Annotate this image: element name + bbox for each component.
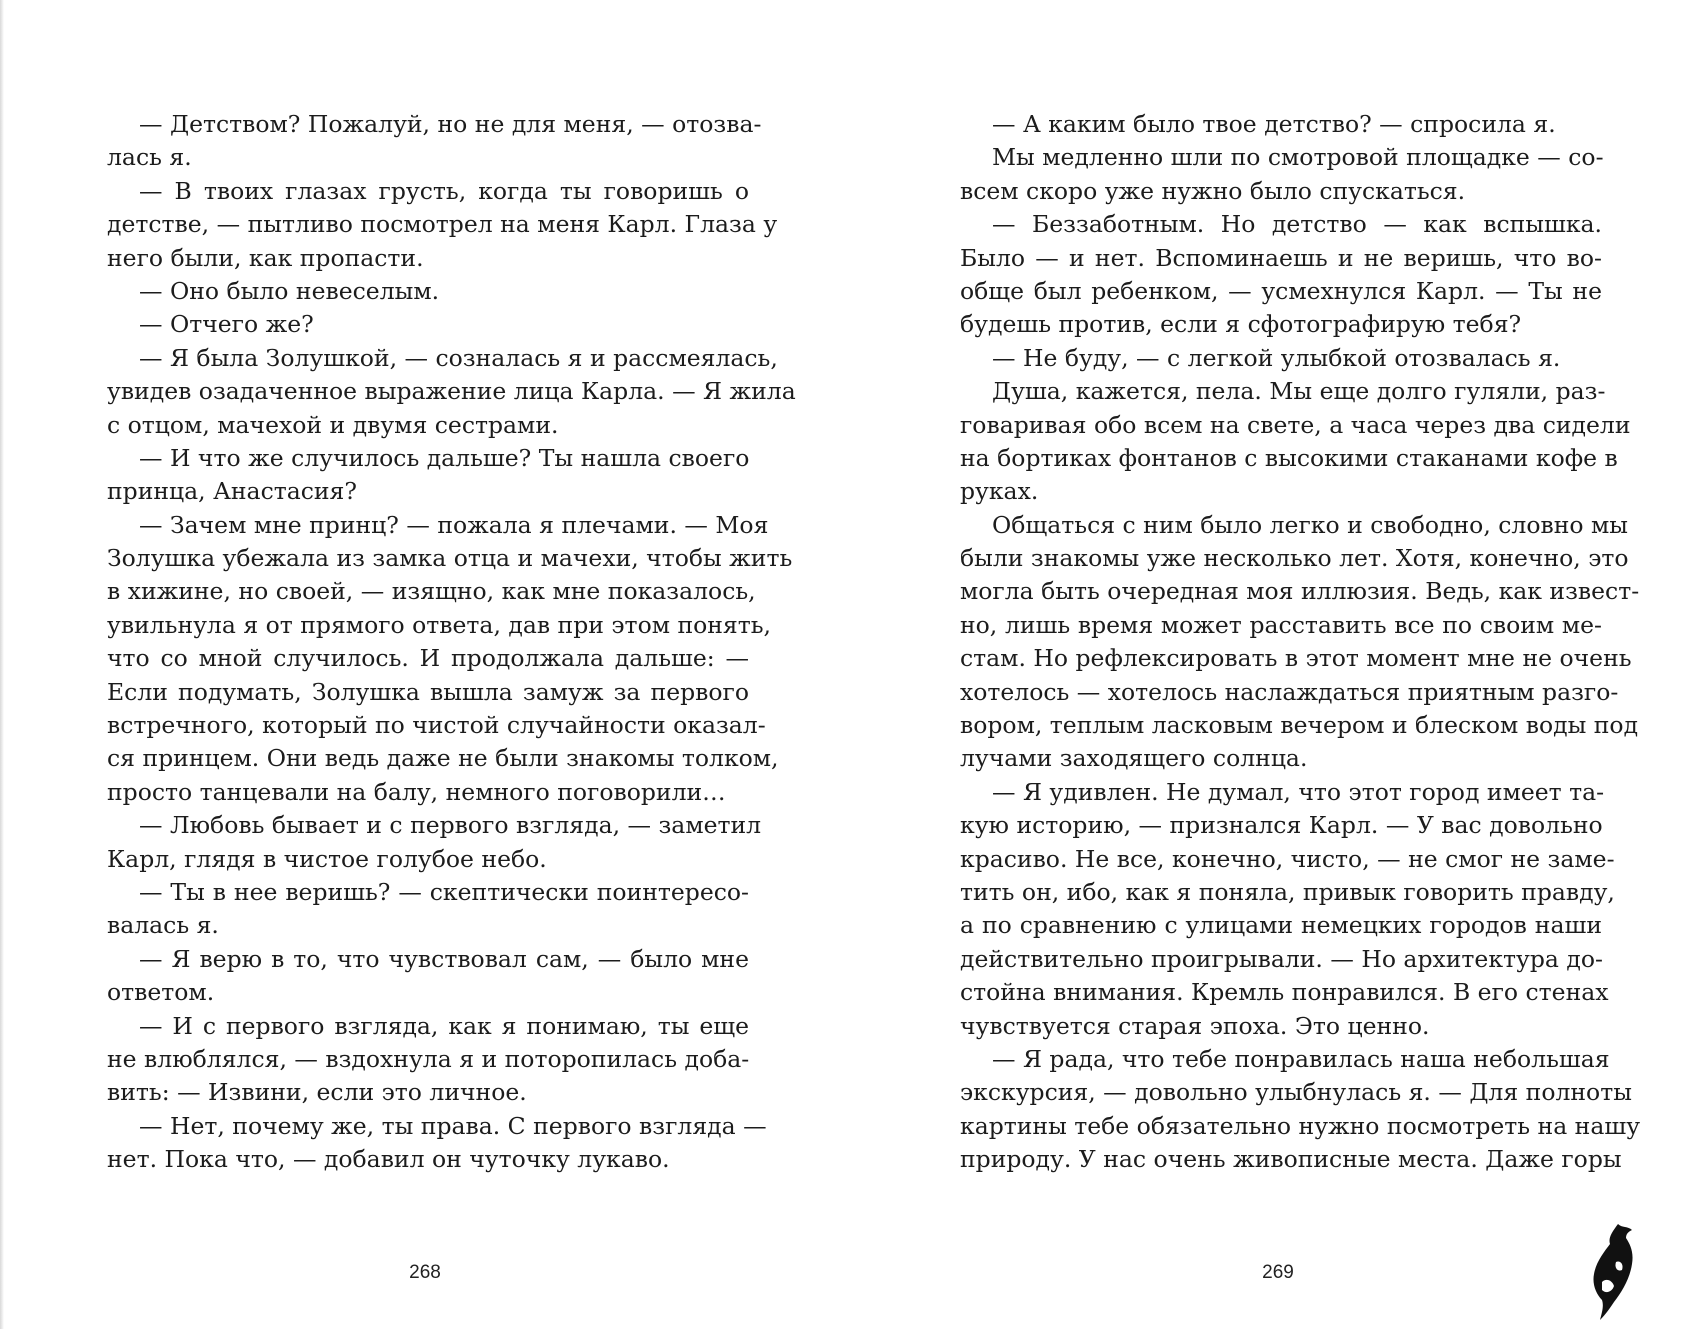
- text-line: Было — и нет. Вспоминаешь и не веришь, что во-: [960, 243, 1602, 272]
- text-line: Золушка убежала из замка отца и мачехи, чтобы жить: [107, 544, 793, 573]
- text-line: — Беззаботным. Но детство — как вспышка.: [992, 210, 1602, 239]
- text-line: экскурсия, — довольно улыбнулась я. — Для полноты: [960, 1078, 1632, 1107]
- left-page: [107, 108, 796, 1177]
- text-line: — Ты в нее веришь? — скептически поинтересо-: [139, 877, 749, 906]
- text-line: могла быть очередная моя иллюзия. Ведь, как извест-: [960, 577, 1640, 606]
- text-line: — Я верю в то, что чувствовал сам, — было мне: [139, 944, 749, 973]
- left-page-number: 268: [409, 1262, 441, 1283]
- text-line: ответом.: [107, 978, 215, 1007]
- text-line: ся принцем. Они ведь даже не были знакомы толком,: [107, 744, 779, 773]
- text-line: всем скоро уже нужно было спускаться.: [960, 176, 1466, 205]
- text-line: стам. Но рефлексировать в этот момент мне не очень: [960, 644, 1632, 673]
- text-line: лучами заходящего солнца.: [960, 744, 1308, 773]
- right-page-number: 269: [1262, 1262, 1294, 1283]
- text-line: обще был ребенком, — усмехнулся Карл. — Ты не: [960, 276, 1602, 305]
- text-line: — Любовь бывает и с первого взгляда, — заметил: [139, 811, 762, 840]
- text-line: были знакомы уже несколько лет. Хотя, конечно, это: [960, 544, 1629, 573]
- text-line: картины тебе обязательно нужно посмотреть на нашу: [960, 1111, 1641, 1140]
- text-line: — Я была Золушкой, — созналась я и рассмеялась,: [139, 343, 778, 372]
- text-line: — И что же случилось дальше? Ты нашла своего: [139, 443, 750, 472]
- text-line: действительно проигрывали. — Но архитектура до-: [960, 944, 1603, 973]
- text-line: хотелось — хотелось наслаждаться приятным разго-: [960, 677, 1619, 706]
- text-line: — Оно было невеселым.: [139, 276, 440, 305]
- text-line: — Нет, почему же, ты права. С первого взгляда —: [139, 1111, 767, 1140]
- text-line: стойна внимания. Кремль понравился. В его стенах: [960, 978, 1609, 1007]
- text-line: детстве, — пытливо посмотрел на меня Карл. Глаза у: [107, 210, 778, 239]
- left-page-text: [107, 108, 796, 1177]
- right-page: [960, 108, 1641, 1177]
- text-line: — Детством? Пожалуй, но не для меня, — отозва-: [139, 110, 762, 138]
- text-line: — Я удивлен. Не думал, что этот город имеет та-: [992, 777, 1605, 806]
- text-line: а по сравнению с улицами немецких городов наши: [960, 911, 1602, 940]
- text-line: красиво. Не все, конечно, чисто, — не смог не заме-: [960, 844, 1615, 873]
- text-line: с отцом, мачехой и двумя сестрами.: [107, 410, 559, 439]
- text-line: — Не буду, — с легкой улыбкой отозвалась я.: [992, 343, 1561, 372]
- bird-silhouette-icon: [1588, 1222, 1640, 1322]
- text-line: кую историю, — признался Карл. — У вас довольно: [960, 811, 1603, 840]
- text-line: — Отчего же?: [139, 310, 314, 339]
- text-line: говаривая обо всем на свете, а часа через два сидели: [960, 410, 1631, 439]
- ornament-shape: [1593, 1224, 1632, 1320]
- text-line: встречного, который по чистой случайности оказал-: [107, 711, 766, 740]
- right-page-text: [960, 108, 1641, 1177]
- text-line: нет. Пока что, — добавил он чуточку лукаво.: [107, 1145, 670, 1174]
- text-line: руках.: [960, 477, 1039, 506]
- text-line: в хижине, но своей, — изящно, как мне показалось,: [107, 577, 756, 606]
- text-line: вором, теплым ласковым вечером и блеском воды под: [960, 711, 1639, 740]
- text-line: Если подумать, Золушка вышла замуж за первого: [107, 677, 749, 706]
- text-line: увидев озадаченное выражение лица Карла. — Я жила: [107, 377, 796, 406]
- text-line: вить: — Извини, если это личное.: [107, 1078, 527, 1107]
- text-line: лась я.: [107, 143, 192, 172]
- text-line: но, лишь время может расставить все по своим ме-: [960, 610, 1602, 639]
- text-line: валась я.: [107, 911, 219, 940]
- text-line: что со мной случилось. И продолжала дальше: —: [107, 644, 749, 673]
- text-line: — Зачем мне принц? — пожала я плечами. — Моя: [139, 510, 769, 539]
- text-line: — В твоих глазах грусть, когда ты говоришь о: [139, 176, 749, 205]
- text-line: Общаться с ним было легко и свободно, словно мы: [992, 510, 1629, 539]
- text-line: Душа, кажется, пела. Мы еще долго гуляли, раз-: [992, 377, 1606, 406]
- text-line: будешь против, если я сфотографирую тебя?: [960, 310, 1522, 339]
- text-line: принца, Анастасия?: [107, 477, 357, 506]
- page-edge-shadow: [0, 0, 4, 1329]
- text-line: увильнула я от прямого ответа, дав при этом понять,: [107, 610, 772, 639]
- text-line: не влюблялся, — вздохнула я и поторопилась доба-: [107, 1044, 750, 1073]
- text-line: Мы медленно шли по смотровой площадке — со-: [992, 143, 1604, 172]
- text-line: него были, как пропасти.: [107, 243, 424, 272]
- text-line: на бортиках фонтанов с высокими стаканами кофе в: [960, 443, 1618, 472]
- text-line: — Я рада, что тебе понравилась наша небольшая: [992, 1044, 1610, 1073]
- text-line: тить он, ибо, как я поняла, привык говорить правду,: [960, 877, 1615, 906]
- text-line: — А каким было твое детство? — спросила я.: [992, 110, 1556, 138]
- text-line: Карл, глядя в чистое голубое небо.: [107, 844, 547, 873]
- text-line: природу. У нас очень живописные места. Даже горы: [960, 1145, 1622, 1174]
- text-line: — И с первого взгляда, как я понимаю, ты еще: [139, 1011, 749, 1040]
- text-line: чувствуется старая эпоха. Это ценно.: [960, 1011, 1430, 1040]
- text-line: просто танцевали на балу, немного поговорили…: [107, 777, 726, 806]
